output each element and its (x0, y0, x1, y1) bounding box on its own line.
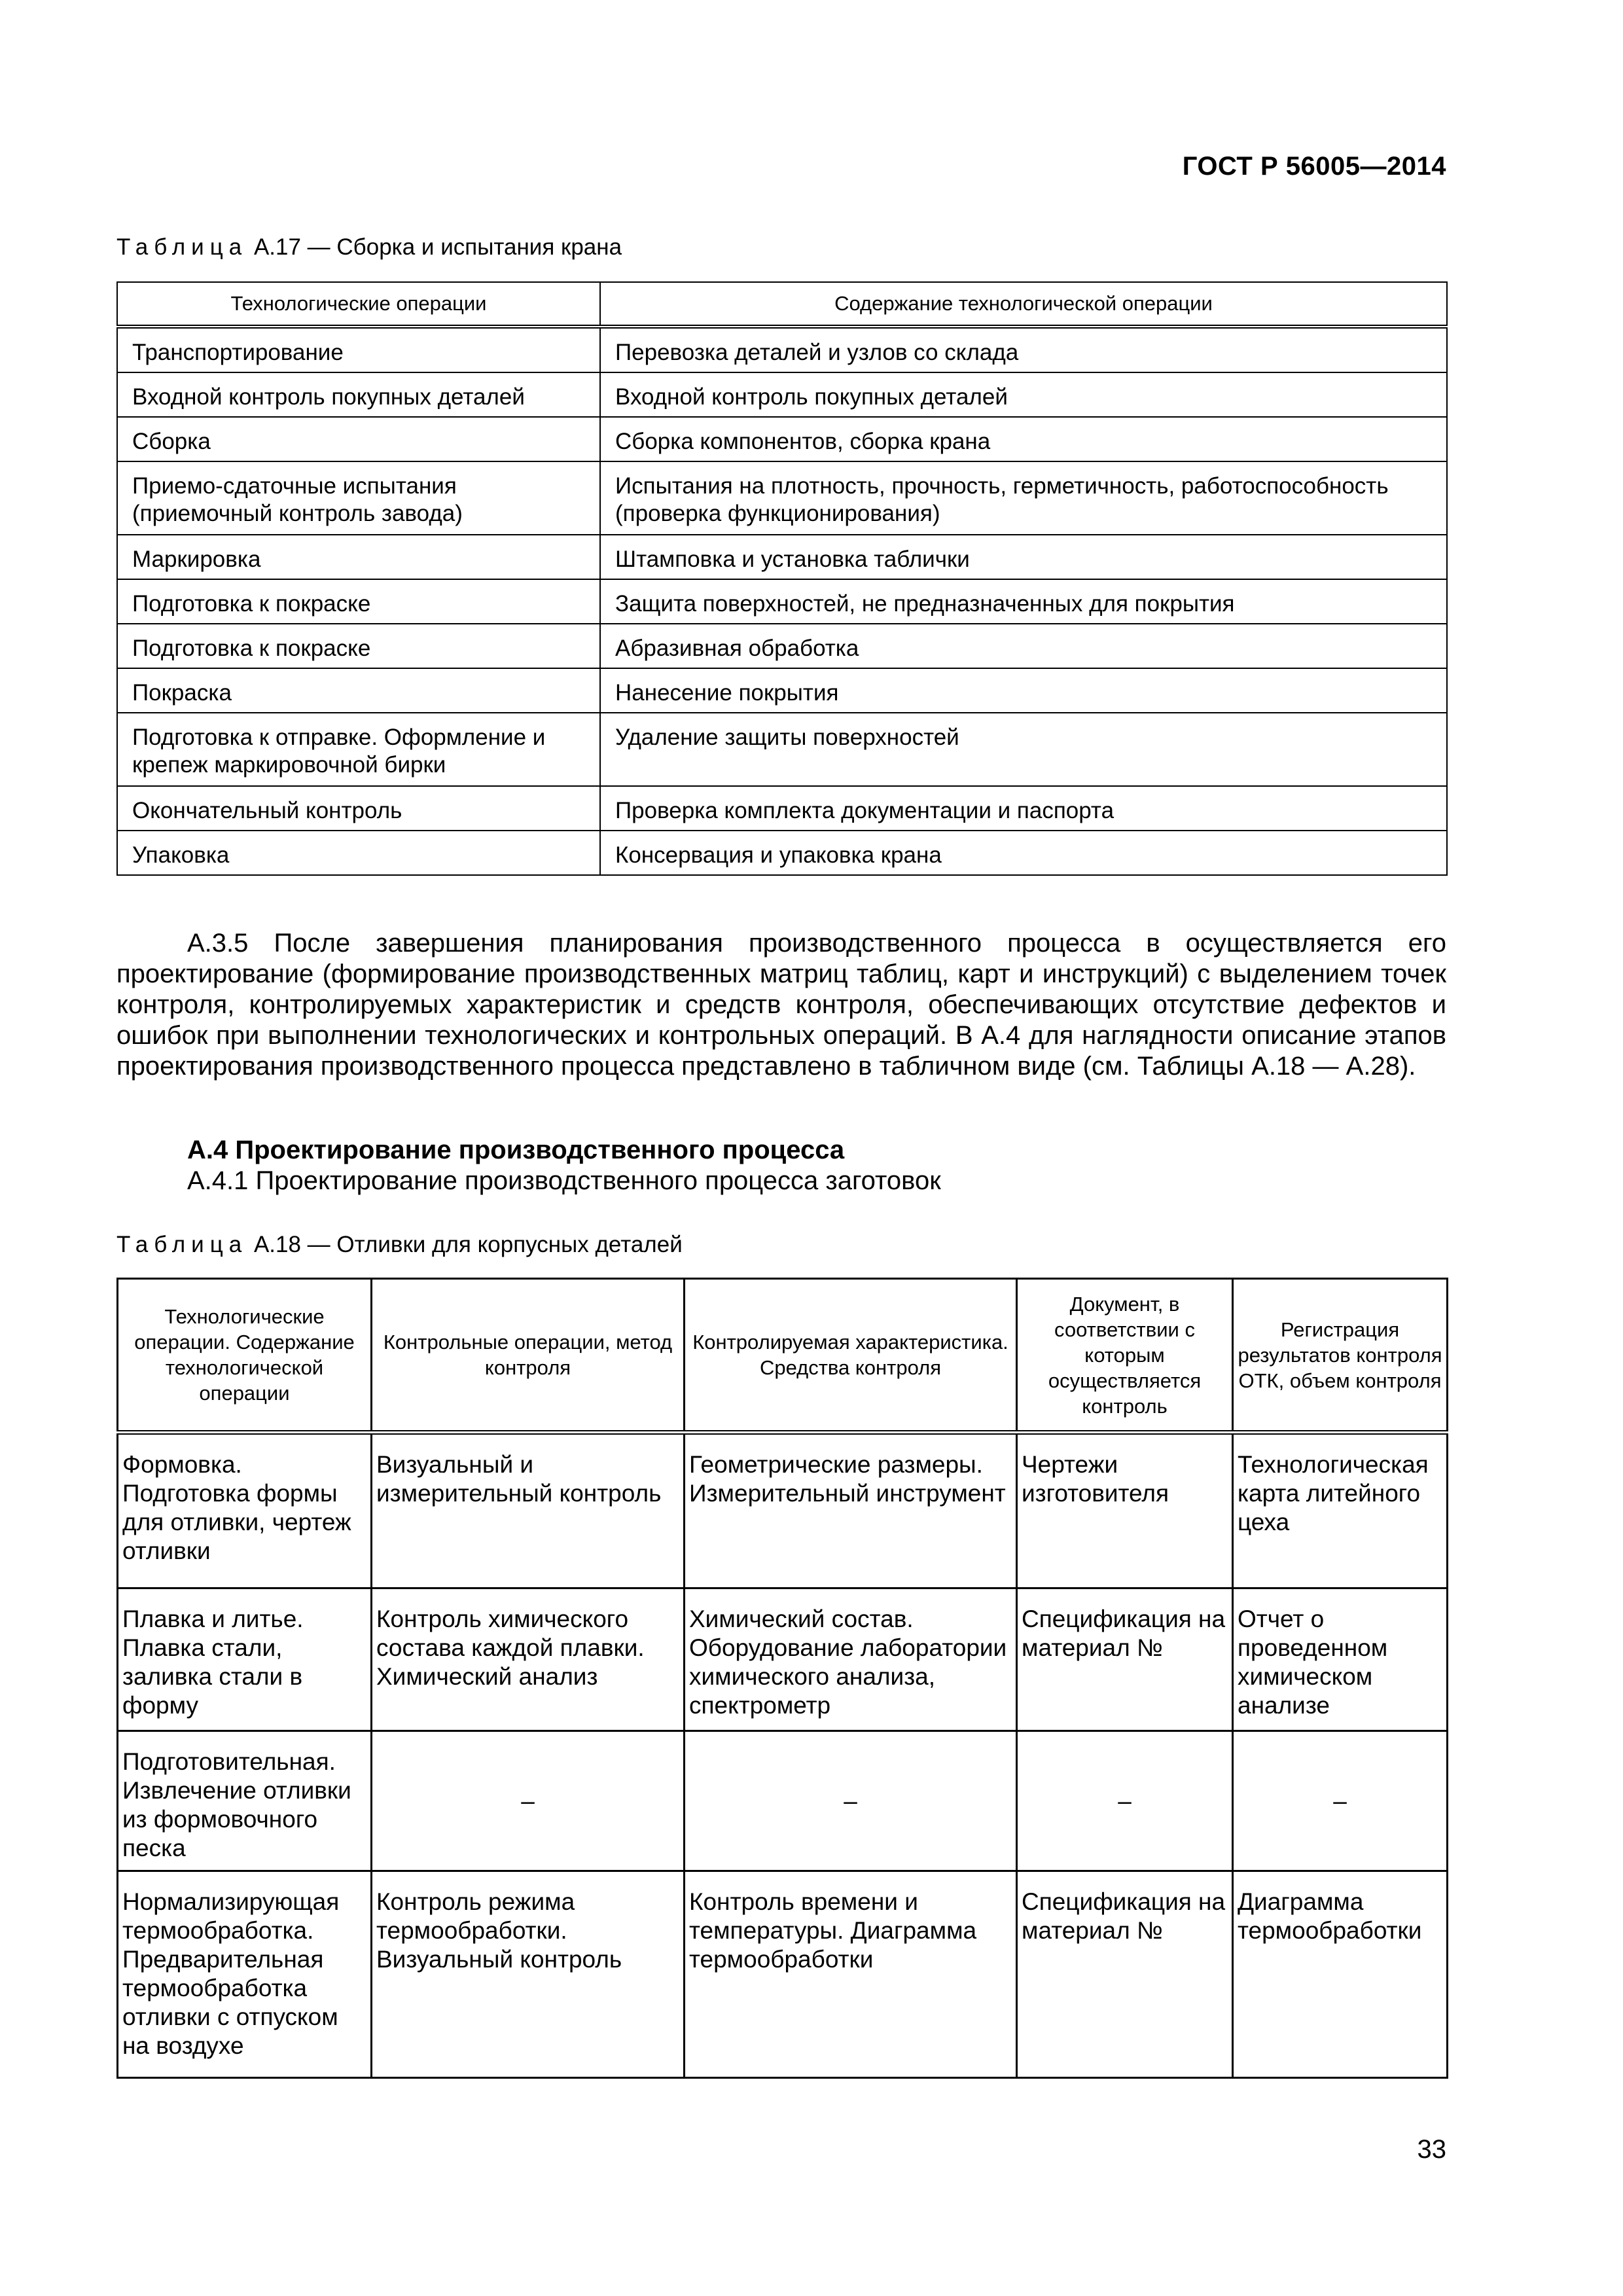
table-cell: Подготовка к покраске (117, 579, 600, 624)
table-cell: Консервация и упаковка крана (600, 831, 1447, 875)
table-cell: Чертежи изготовителя (1017, 1433, 1233, 1588)
table-cell: Покраска (117, 668, 600, 713)
table-cell: – (1233, 1731, 1448, 1871)
table-cell: Отчет о проведенном химическом анализе (1233, 1588, 1448, 1731)
table-row (117, 831, 1447, 875)
table-cell: Формовка. Подготовка формы для отливки, чертеж отливки (118, 1433, 372, 1588)
table-cell: Спецификация на материал № (1017, 1871, 1233, 2078)
table-cell: Удаление защиты поверхностей (600, 713, 1447, 786)
table-cell: Подготовка к отправке. Оформление и крепеж маркировочной бирки (117, 713, 600, 786)
table-cell: Маркировка (117, 535, 600, 579)
table-row (118, 1433, 1448, 1588)
table-row (117, 535, 1447, 579)
table-cell: – (1017, 1731, 1233, 1871)
table-header-row (118, 1279, 1448, 1433)
table-row (117, 417, 1447, 461)
column-header: Документ, в соответствии с которым осуществляется контроль (1017, 1279, 1233, 1433)
table-cell: Геометрические размеры. Измерительный инструмент (685, 1433, 1017, 1588)
column-header: Содержание технологической операции (600, 282, 1447, 327)
table-cell: – (372, 1731, 685, 1871)
table-a18 (116, 1278, 1448, 2079)
table-row (117, 624, 1447, 668)
table-row (117, 461, 1447, 535)
column-header: Регистрация результатов контроля ОТК, объем контроля (1233, 1279, 1448, 1433)
table-a17 (116, 281, 1448, 876)
table-row (118, 1731, 1448, 1871)
table-header-row (117, 282, 1447, 327)
table-cell: Входной контроль покупных деталей (600, 372, 1447, 417)
table-a18-caption (116, 1232, 683, 1258)
table-cell: Сборка (117, 417, 600, 461)
column-header: Контрольные операции, метод контроля (372, 1279, 685, 1433)
table-cell: Химический состав. Оборудование лаборатории химического анализа, спектрометр (685, 1588, 1017, 1731)
table-cell: Защита поверхностей, не предназначенных для покрытия (600, 579, 1447, 624)
table-a17-caption (116, 234, 622, 260)
table-cell: Диаграмма термообработки (1233, 1871, 1448, 2078)
caption-prefix: Таблица (116, 234, 248, 260)
table-cell: Контроль химического состава каждой плавки. Химический анализ (372, 1588, 685, 1731)
table-cell: Нормализирующая термообработка. Предварительная термообработка отливки с отпуском на воздухе (118, 1871, 372, 2078)
table-cell: – (685, 1731, 1017, 1871)
column-header: Контролируемая характеристика. Средства контроля (685, 1279, 1017, 1433)
table-row (117, 668, 1447, 713)
table-cell: Подготовка к покраске (117, 624, 600, 668)
subsection-heading-a41: А.4.1 Проектирование производственного процесса заготовок (187, 1166, 941, 1195)
table-cell: Контроль времени и температуры. Диаграмма термообработки (685, 1871, 1017, 2078)
table-cell: Входной контроль покупных деталей (117, 372, 600, 417)
column-header: Технологические операции. Содержание технологической операции (118, 1279, 372, 1433)
paragraph-a35: А.3.5 После завершения планирования производственного процесса в осуществляется его проектирование (формирование производственных матриц таблиц, карт и инструкций) с выделением точек контроля, контролируемых характеристик и средств контроля, обеспечивающих отсутствие дефектов и ошибок при выполнении технологических и контрольных операций. В А.4 для наглядности описание этапов проектирования производственного процесса представлено в табличном виде (см. Таблицы А.18 — А.28). (116, 929, 1446, 1081)
page-number: 33 (1417, 2135, 1446, 2164)
table-cell: Абразивная обработка (600, 624, 1447, 668)
table-cell: Приемо-сдаточные испытания (приемочный контроль завода) (117, 461, 600, 535)
caption-text: А.18 — Отливки для корпусных деталей (247, 1232, 683, 1257)
table-cell: Визуальный и измерительный контроль (372, 1433, 685, 1588)
table-cell: Окончательный контроль (117, 786, 600, 831)
table-cell: Транспортирование (117, 327, 600, 372)
table-row (117, 579, 1447, 624)
table-cell: Технологическая карта литейного цеха (1233, 1433, 1448, 1588)
table-cell: Испытания на плотность, прочность, герметичность, работоспособность (проверка функционирования) (600, 461, 1447, 535)
table-row (118, 1588, 1448, 1731)
caption-prefix: Таблица (116, 1232, 248, 1257)
table-row (117, 786, 1447, 831)
table-row (117, 713, 1447, 786)
table-cell: Спецификация на материал № (1017, 1588, 1233, 1731)
table-cell: Сборка компонентов, сборка крана (600, 417, 1447, 461)
table-cell: Перевозка деталей и узлов со склада (600, 327, 1447, 372)
column-header: Технологические операции (117, 282, 600, 327)
table-row (117, 327, 1447, 372)
table-cell: Плавка и литье. Плавка стали, заливка стали в форму (118, 1588, 372, 1731)
table-cell: Штамповка и установка таблички (600, 535, 1447, 579)
table-row (118, 1871, 1448, 2078)
table-cell: Подготовительная. Извлечение отливки из формовочного песка (118, 1731, 372, 1871)
document-id: ГОСТ Р 56005—2014 (1182, 152, 1446, 181)
table-row (117, 372, 1447, 417)
table-cell: Упаковка (117, 831, 600, 875)
table-cell: Контроль режима термообработки. Визуальный контроль (372, 1871, 685, 2078)
table-cell: Нанесение покрытия (600, 668, 1447, 713)
table-cell: Проверка комплекта документации и паспорта (600, 786, 1447, 831)
caption-text: А.17 — Сборка и испытания крана (247, 234, 622, 260)
section-heading-a4: А.4 Проектирование производственного процесса (187, 1136, 845, 1164)
